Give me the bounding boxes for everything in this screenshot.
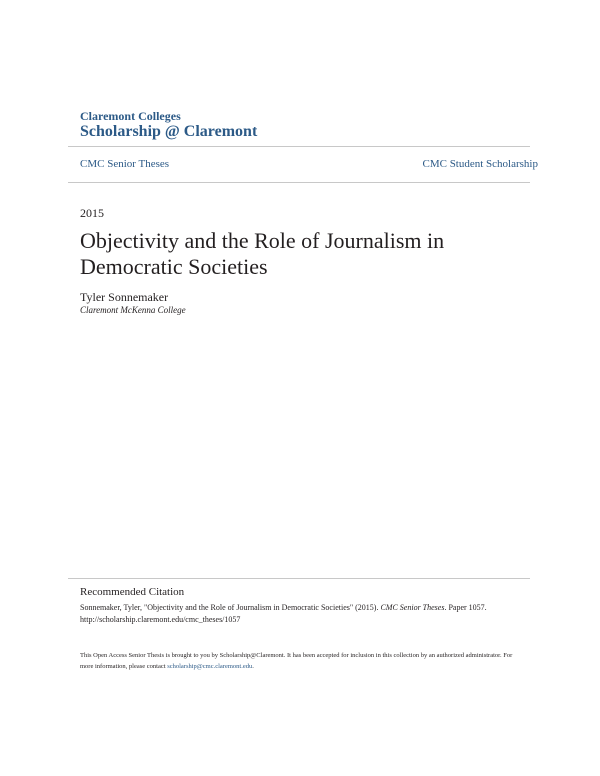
citation-text-before: Sonnemaker, Tyler, "Objectivity and the Role of Journalism in Democratic Societies" (2015).: [80, 603, 381, 612]
divider-citation: [68, 578, 530, 579]
document-title: Objectivity and the Role of Journalism in Democratic Societies: [80, 228, 445, 279]
cmc-student-scholarship-link[interactable]: CMC Student Scholarship: [422, 158, 538, 170]
citation-text-after: . Paper 1057.: [444, 603, 487, 612]
citation-url[interactable]: http://scholarship.claremont.edu/cmc_theses/1057: [80, 615, 241, 624]
open-access-notice: [80, 650, 525, 672]
notice-text: This Open Access Senior Thesis is brought to you by Scholarship@Claremont. It has been accepted for inclusion in this collection by an authorized administrator. For more information, please contact: [80, 652, 513, 670]
divider-bottom: [68, 182, 530, 183]
author-affiliation: Claremont McKenna College: [80, 305, 186, 315]
repository-header: [80, 110, 257, 141]
citation-series: CMC Senior Theses: [380, 603, 445, 612]
institution-name[interactable]: Claremont Colleges: [80, 109, 181, 123]
cmc-senior-theses-link[interactable]: CMC Senior Theses: [80, 158, 170, 170]
repository-name[interactable]: Scholarship @ Claremont: [80, 123, 258, 140]
citation-heading: Recommended Citation: [80, 586, 185, 598]
publication-year: 2015: [80, 206, 104, 220]
citation-text: [80, 602, 525, 626]
divider-top: [68, 146, 530, 147]
contact-email-link[interactable]: scholarship@cmc.claremont.edu: [167, 663, 253, 670]
notice-suffix: .: [252, 663, 254, 670]
author-name: Tyler Sonnemaker: [80, 290, 169, 304]
